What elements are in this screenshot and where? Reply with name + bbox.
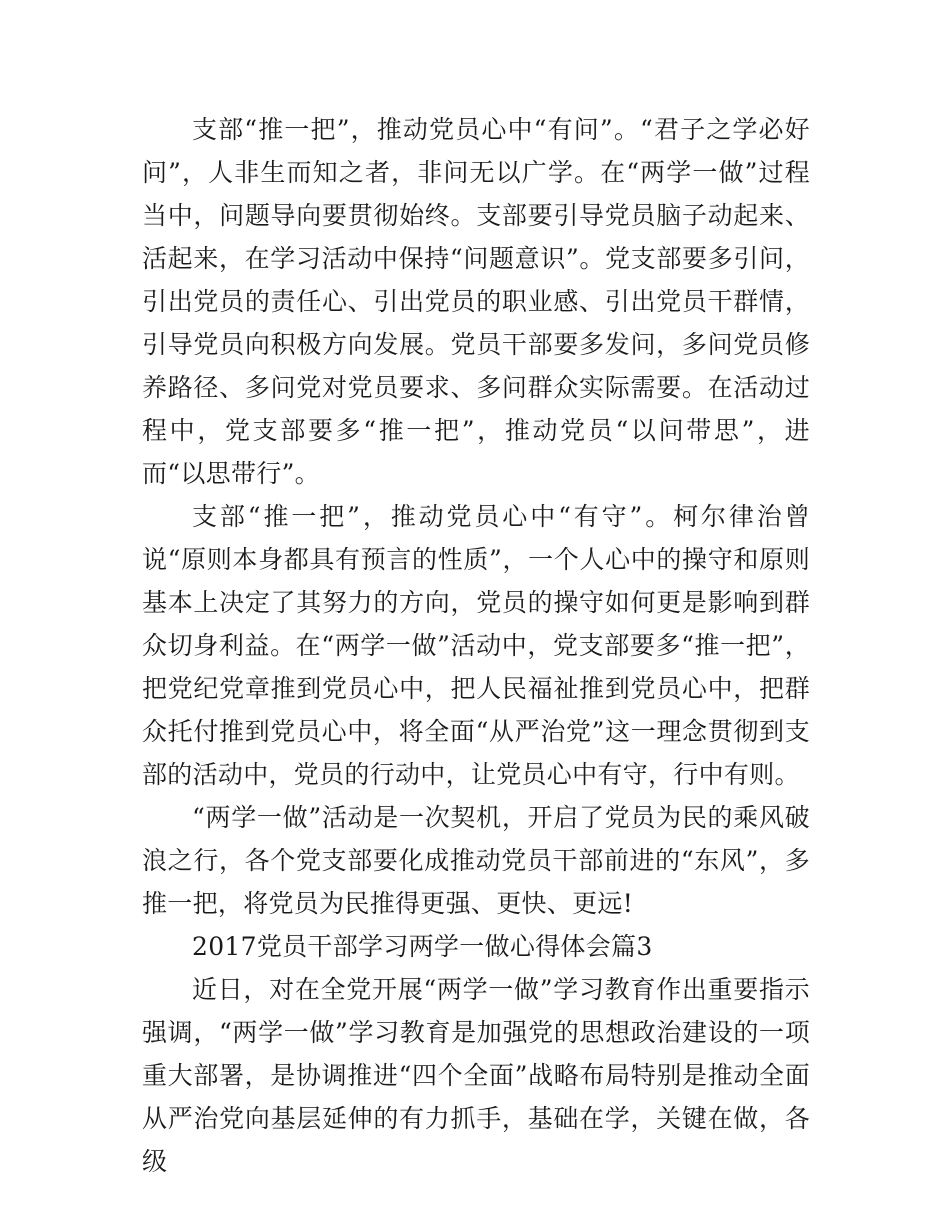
paragraph-dong-feng: “两学一做”活动是一次契机，开启了党员为民的乘风破浪之行，各个党支部要化成推动党员干部前进的“东风”，多推一把，将党员为民推得更强、更快、更远! <box>142 803 810 918</box>
document-body <box>142 108 810 1183</box>
paragraph-you-wen: 支部“推一把”，推动党员心中“有问”。“君子之学必好问”，人非生而知之者，非问无以广学。在“两学一做”过程当中，问题导向要贯彻始终。支部要引导党员脑子动起来、活起来，在学习活动中保持“问题意识”。党支部要多引问，引出党员的责任心、引出党员的职业感、引出党员干群情，引导党员向积极方向发展。党员干部要多发问，多问党员修养路径、多问党对党员要求、多问群众实际需要。在活动过程中，党支部要多“推一把”，推动党员“以问带思”，进而“以思带行”。 <box>142 115 810 488</box>
section-heading: 2017党员干部学习两学一做心得体会篇3 <box>192 932 653 961</box>
paragraph-you-shou: 支部“推一把”，推动党员心中“有守”。柯尔律治曾说“原则本身都具有预言的性质”，一个人心中的操守和原则基本上决定了其努力的方向，党员的操守如何更是影响到群众切身利益。在“两学一做”活动中，党支部要多“推一把”，把党纪党章推到党员心中，把人民福祉推到党员心中，把群众托付推到党员心中，将全面“从严治党”这一理念贯彻到支部的活动中，党员的行动中，让党员心中有守，行中有则。 <box>142 502 810 789</box>
paragraph-instructions: 近日，对在全党开展“两学一做”学习教育作出重要指示强调，“两学一做”学习教育是加强党的思想政治建设的一项重大部署，是协调推进“四个全面”战略布局特别是推动全面从严治党向基层延伸的有力抓手，基础在学，关键在做，各级 <box>142 975 810 1176</box>
